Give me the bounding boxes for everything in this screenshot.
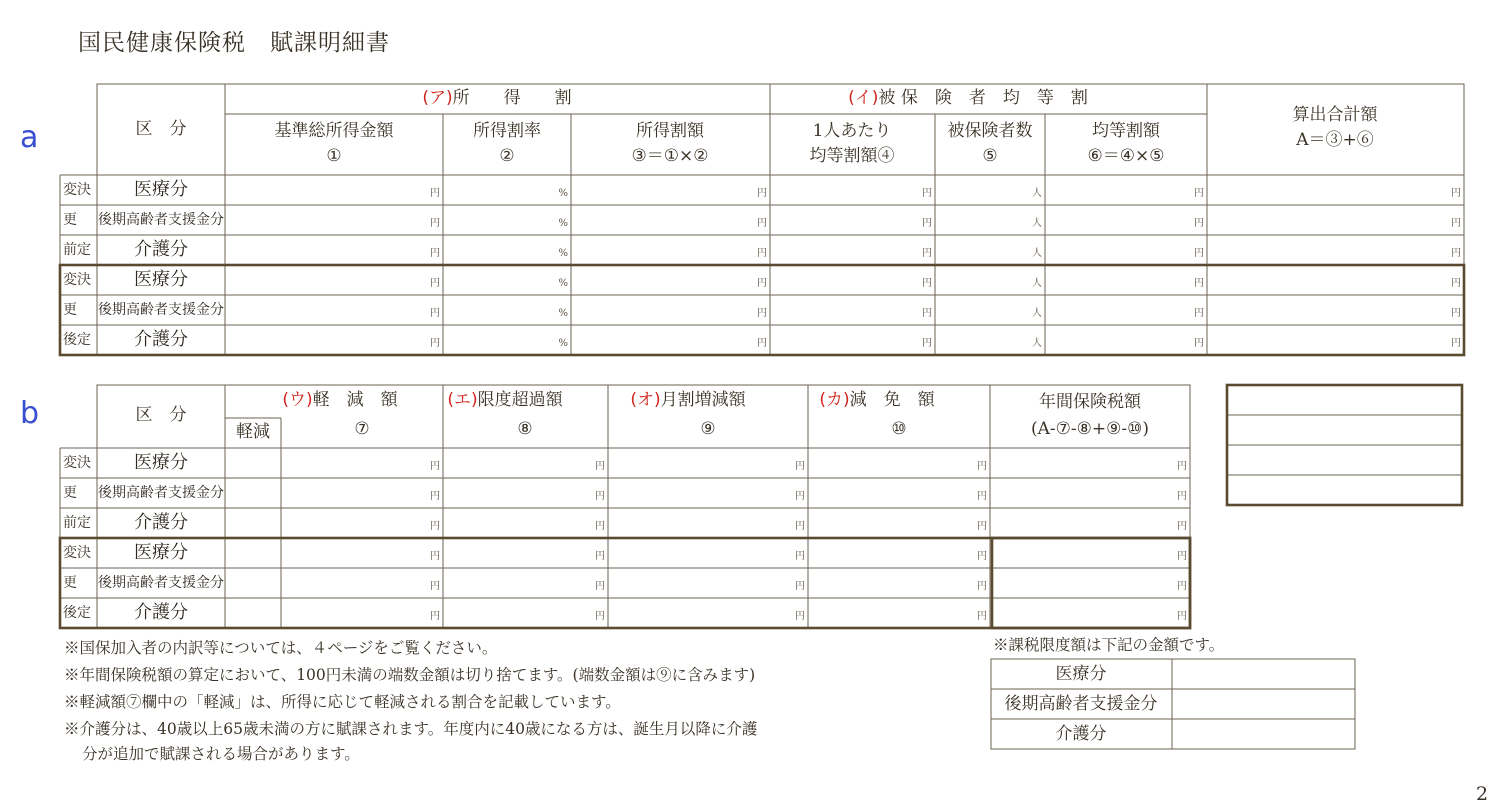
b-side-4: 変決 bbox=[63, 545, 91, 561]
unit-mark: 円 bbox=[430, 188, 440, 199]
unit-mark: 円 bbox=[757, 278, 767, 289]
unit-mark: 円 bbox=[1451, 248, 1461, 259]
b-cat-kaigo-1: 介護分 bbox=[134, 512, 188, 533]
b-cat-koki-2: 後期高齢者支援金分 bbox=[98, 575, 224, 591]
o-num: ⑨ bbox=[700, 419, 716, 439]
unit-mark: 円 bbox=[977, 581, 987, 592]
unit-mark: % bbox=[558, 218, 568, 229]
a-cat-koki-1: 後期高齢者支援金分 bbox=[98, 212, 224, 228]
a-side-3: 前定 bbox=[63, 242, 91, 258]
unit-mark: 円 bbox=[977, 611, 987, 622]
unit-mark: % bbox=[558, 338, 568, 349]
unit-mark: 人 bbox=[1032, 338, 1042, 349]
a-cat-kaigo-2: 介護分 bbox=[134, 329, 188, 350]
unit-mark: 円 bbox=[595, 461, 605, 472]
annual-title: 年間保険税額 bbox=[1039, 392, 1141, 412]
col2-num: ② bbox=[499, 146, 515, 166]
b-cat-iryo-1: 医療分 bbox=[134, 452, 188, 473]
a-side-2: 更 bbox=[63, 212, 77, 228]
note-1: ※国保加入者の内訳等については、４ページをご覧ください。 bbox=[64, 639, 498, 657]
unit-mark: 人 bbox=[1032, 308, 1042, 319]
col5-num: ⑤ bbox=[982, 146, 998, 166]
unit-mark: 円 bbox=[977, 491, 987, 502]
note-2: ※年間保険税額の算定において、100円未満の端数金額は切り捨てます。(端数金額は⑨に含みます) bbox=[64, 666, 756, 684]
unit-mark: 人 bbox=[1032, 188, 1042, 199]
col2-title: 所得割率 bbox=[473, 121, 541, 141]
unit-mark: 円 bbox=[795, 581, 805, 592]
unit-mark: 円 bbox=[922, 338, 932, 349]
unit-mark: 円 bbox=[795, 461, 805, 472]
e-title: 限度超過額 bbox=[477, 390, 563, 410]
u-title: 軽 減 額 bbox=[312, 390, 398, 410]
unit-mark: 人 bbox=[1032, 278, 1042, 289]
col7-formula: A＝③+⑥ bbox=[1296, 130, 1374, 150]
b-side-5: 更 bbox=[63, 575, 77, 591]
unit-mark: 円 bbox=[1194, 218, 1204, 229]
a-cat-kaigo-1: 介護分 bbox=[134, 239, 188, 260]
unit-mark: 円 bbox=[430, 551, 440, 562]
group-a-title: 所 得 割 bbox=[452, 88, 572, 108]
unit-mark: 円 bbox=[1194, 188, 1204, 199]
o-title: 月割増減額 bbox=[660, 390, 746, 410]
b-side-6: 後定 bbox=[63, 605, 91, 621]
annual-revised-box bbox=[992, 538, 1190, 628]
unit-mark: 円 bbox=[430, 248, 440, 259]
ka-header bbox=[819, 392, 934, 409]
unit-mark: 円 bbox=[430, 308, 440, 319]
unit-mark: 円 bbox=[922, 278, 932, 289]
limit-heading: ※課税限度額は下記の金額です。 bbox=[993, 636, 1225, 654]
a-cat-iryo-1: 医療分 bbox=[134, 179, 188, 200]
unit-mark: 円 bbox=[430, 461, 440, 472]
unit-mark: 円 bbox=[795, 491, 805, 502]
note-5: 分が追加で賦課される場合があります。 bbox=[82, 745, 360, 763]
table-a-kubun: 区 分 bbox=[135, 119, 187, 139]
col5-title: 被保険者数 bbox=[947, 121, 1033, 141]
table-a-group-a bbox=[422, 90, 571, 107]
unit-mark: 円 bbox=[430, 521, 440, 532]
group-i-title: 被 保 険 者 均 等 割 bbox=[878, 88, 1088, 108]
unit-mark: 円 bbox=[757, 248, 767, 259]
unit-mark: 円 bbox=[1177, 491, 1187, 502]
col3-title: 所得割額 bbox=[636, 121, 704, 141]
b-side-3: 前定 bbox=[63, 515, 91, 531]
unit-mark: 円 bbox=[977, 461, 987, 472]
limit-row-kaigo: 介護分 bbox=[1055, 724, 1107, 744]
e-header bbox=[447, 392, 562, 409]
col7-title: 算出合計額 bbox=[1292, 105, 1378, 125]
b-cat-iryo-2: 医療分 bbox=[134, 542, 188, 563]
label-e: (エ) bbox=[447, 390, 478, 410]
unit-mark: 円 bbox=[1177, 461, 1187, 472]
unit-mark: 円 bbox=[1451, 188, 1461, 199]
unit-mark: 人 bbox=[1032, 218, 1042, 229]
unit-mark: 円 bbox=[430, 338, 440, 349]
a-side-1: 変決 bbox=[63, 182, 91, 198]
unit-mark: 円 bbox=[595, 521, 605, 532]
a-side-5: 更 bbox=[63, 302, 77, 318]
unit-mark: 円 bbox=[795, 611, 805, 622]
unit-mark: 円 bbox=[1451, 338, 1461, 349]
table-a-group-i bbox=[848, 90, 1088, 107]
u-header bbox=[282, 392, 397, 409]
unit-mark: 円 bbox=[1177, 521, 1187, 532]
col4-title: 1人あたり bbox=[812, 121, 892, 141]
unit-mark: 円 bbox=[430, 611, 440, 622]
unit-mark: 円 bbox=[1451, 278, 1461, 289]
unit-mark: 円 bbox=[922, 248, 932, 259]
b-side-2: 更 bbox=[63, 485, 77, 501]
unit-mark: 円 bbox=[1177, 611, 1187, 622]
col4-num: 均等割額④ bbox=[809, 146, 895, 166]
label-i: (イ) bbox=[848, 88, 879, 108]
col1-num: ① bbox=[326, 146, 342, 166]
col6-num: ⑥＝④×⑤ bbox=[1087, 146, 1165, 166]
limit-row-iryo: 医療分 bbox=[1055, 664, 1107, 684]
unit-mark: 円 bbox=[757, 188, 767, 199]
col3-num: ③＝①×② bbox=[631, 146, 709, 166]
unit-mark: 円 bbox=[1451, 218, 1461, 229]
unit-mark: % bbox=[558, 278, 568, 289]
col1-title: 基準総所得金額 bbox=[274, 121, 394, 141]
section-mark-a: a bbox=[20, 120, 39, 155]
table-b-revised-box bbox=[60, 538, 1190, 628]
label-ka: (カ) bbox=[819, 390, 850, 410]
unit-mark: 円 bbox=[1194, 308, 1204, 319]
label-o: (オ) bbox=[630, 390, 661, 410]
unit-mark: 円 bbox=[922, 308, 932, 319]
unit-mark: 円 bbox=[795, 551, 805, 562]
unit-mark: 円 bbox=[595, 581, 605, 592]
note-3: ※軽減額⑦欄中の「軽減」は、所得に応じて軽減される割合を記載しています。 bbox=[64, 693, 621, 711]
ka-num: ⑩ bbox=[891, 419, 907, 439]
unit-mark: 円 bbox=[595, 551, 605, 562]
unit-mark: 円 bbox=[922, 188, 932, 199]
e-num: ⑧ bbox=[517, 419, 533, 439]
unit-mark: 円 bbox=[595, 611, 605, 622]
b-cat-kaigo-2: 介護分 bbox=[134, 602, 188, 623]
note-4: ※介護分は、40歳以上65歳未満の方に賦課されます。年度内に40歳になる方は、誕生月以降に介護 bbox=[64, 720, 758, 738]
unit-mark: 円 bbox=[1177, 551, 1187, 562]
unit-mark: 円 bbox=[1194, 278, 1204, 289]
unit-mark: 円 bbox=[757, 308, 767, 319]
unit-mark: 円 bbox=[1194, 338, 1204, 349]
unit-mark: 円 bbox=[1194, 248, 1204, 259]
unit-mark: 円 bbox=[1177, 581, 1187, 592]
a-cat-koki-2: 後期高齢者支援金分 bbox=[98, 302, 224, 318]
unit-mark: 円 bbox=[430, 218, 440, 229]
annual-formula: (A-⑦-⑧+⑨-⑩) bbox=[1031, 419, 1149, 439]
a-side-4: 変決 bbox=[63, 272, 91, 288]
unit-mark: 人 bbox=[1032, 248, 1042, 259]
unit-mark: 円 bbox=[430, 491, 440, 502]
page-title: 国民健康保険税 賦課明細書 bbox=[78, 30, 390, 56]
section-mark-b: b bbox=[20, 396, 40, 431]
b-cat-koki-1: 後期高齢者支援金分 bbox=[98, 485, 224, 501]
col6-title: 均等割額 bbox=[1092, 121, 1160, 141]
unit-mark: 円 bbox=[795, 521, 805, 532]
a-cat-iryo-2: 医療分 bbox=[134, 269, 188, 290]
unit-mark: % bbox=[558, 308, 568, 319]
u-num: ⑦ bbox=[354, 419, 370, 439]
label-u: (ウ) bbox=[282, 390, 313, 410]
ka-title: 減 免 額 bbox=[849, 390, 935, 410]
unit-mark: 円 bbox=[595, 491, 605, 502]
unit-mark: % bbox=[558, 188, 568, 199]
unit-mark: 円 bbox=[1451, 308, 1461, 319]
unit-mark: % bbox=[558, 248, 568, 259]
unit-mark: 円 bbox=[757, 338, 767, 349]
unit-mark: 円 bbox=[430, 581, 440, 592]
table-b-kubun: 区 分 bbox=[135, 405, 187, 425]
o-header bbox=[630, 392, 745, 409]
unit-mark: 円 bbox=[922, 218, 932, 229]
limit-row-koki: 後期高齢者支援金分 bbox=[1004, 694, 1158, 714]
unit-mark: 円 bbox=[430, 278, 440, 289]
label-a: (ア) bbox=[422, 88, 453, 108]
unit-mark: 円 bbox=[757, 218, 767, 229]
keigen-label: 軽減 bbox=[236, 422, 270, 442]
page-number: 2 bbox=[1476, 783, 1489, 805]
b-side-1: 変決 bbox=[63, 455, 91, 471]
unit-mark: 円 bbox=[977, 551, 987, 562]
unit-mark: 円 bbox=[977, 521, 987, 532]
a-side-6: 後定 bbox=[63, 332, 91, 348]
